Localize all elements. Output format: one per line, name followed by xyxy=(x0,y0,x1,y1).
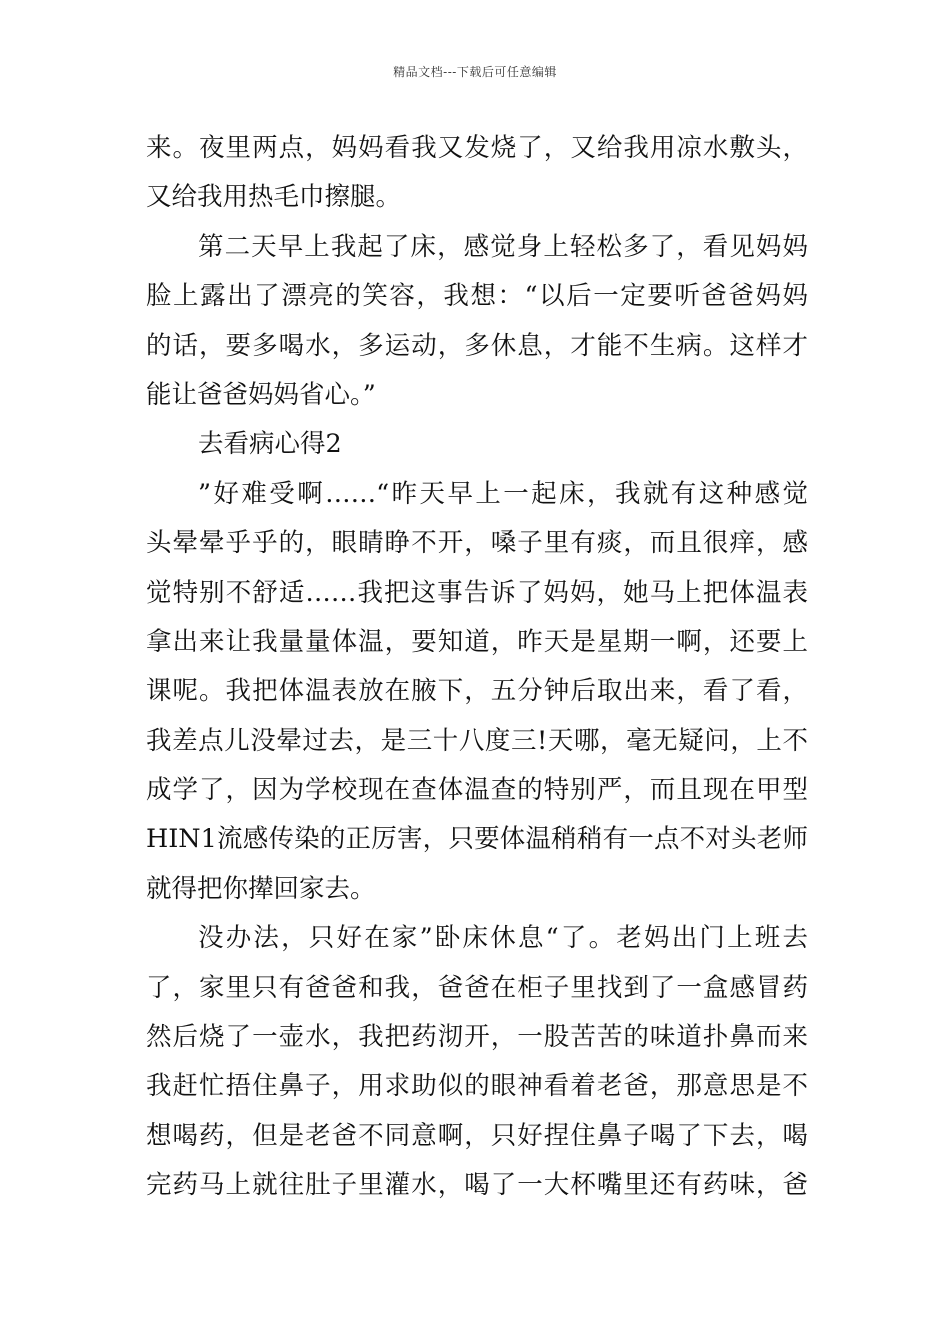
text-line: 第二天早上我起了床，感觉身上轻松多了，看见妈妈 xyxy=(198,231,808,262)
text-line: 头晕晕乎乎的，眼睛睁不开，嗓子里有痰，而且很痒，感 xyxy=(146,528,808,559)
text-line: 课呢。我把体温表放在腋下，五分钟后取出来，看了看， xyxy=(146,676,808,707)
text-line: 然后烧了一壶水，我把药沏开，一股苦苦的味道扑鼻而来 xyxy=(146,1022,808,1053)
text-line: 的话，要多喝水，多运动，多休息，才能不生病。这样才 xyxy=(146,330,808,361)
text-line: ”好难受啊……“昨天早上一起床，我就有这种感觉 xyxy=(198,478,808,509)
text-line: 成学了，因为学校现在查体温查的特别严，而且现在甲型 xyxy=(146,775,808,806)
text-line: 完药马上就往肚子里灌水，喝了一大杯嘴里还有药味，爸 xyxy=(146,1170,808,1201)
text-line: 了，家里只有爸爸和我，爸爸在柜子里找到了一盒感冒药 xyxy=(146,972,808,1003)
text-line: 拿出来让我量量体温，要知道，昨天是星期一啊，还要上 xyxy=(146,626,808,657)
document-body xyxy=(146,124,808,1211)
text-line: 去看病心得2 xyxy=(198,429,342,460)
text-line: 我赶忙捂住鼻子，用求助似的眼神看着老爸，那意思是不 xyxy=(146,1071,808,1102)
text-line: 觉特别不舒适……我把这事告诉了妈妈，她马上把体温表 xyxy=(146,577,808,608)
page-header: 精品文档---下载后可任意编辑 xyxy=(393,65,557,79)
paragraph xyxy=(146,124,808,223)
paragraph xyxy=(146,914,808,1210)
text-line: 脸上露出了漂亮的笑容，我想：“以后一定要听爸爸妈妈 xyxy=(146,281,808,312)
text-line: 来。夜里两点，妈妈看我又发烧了，又给我用凉水敷头， xyxy=(146,133,808,163)
text-line: 我差点儿没晕过去，是三十八度三!天哪，毫无疑问，上不 xyxy=(146,725,808,756)
paragraph xyxy=(146,470,808,915)
text-line: 没办法，只好在家”卧床休息“了。老妈出门上班去 xyxy=(198,923,808,954)
text-line: HIN1流感传染的正厉害，只要体温稍稍有一点不对头老师 xyxy=(146,824,808,855)
text-line: 想喝药，但是老爸不同意啊，只好捏住鼻子喝了下去，喝 xyxy=(146,1120,808,1151)
text-line: 就得把你撵回家去。 xyxy=(146,873,376,904)
text-line: 又给我用热毛巾擦腿。 xyxy=(146,182,402,213)
paragraph xyxy=(146,223,808,421)
text-line: 能让爸爸妈妈省心。” xyxy=(146,379,376,410)
section-heading xyxy=(146,420,808,469)
